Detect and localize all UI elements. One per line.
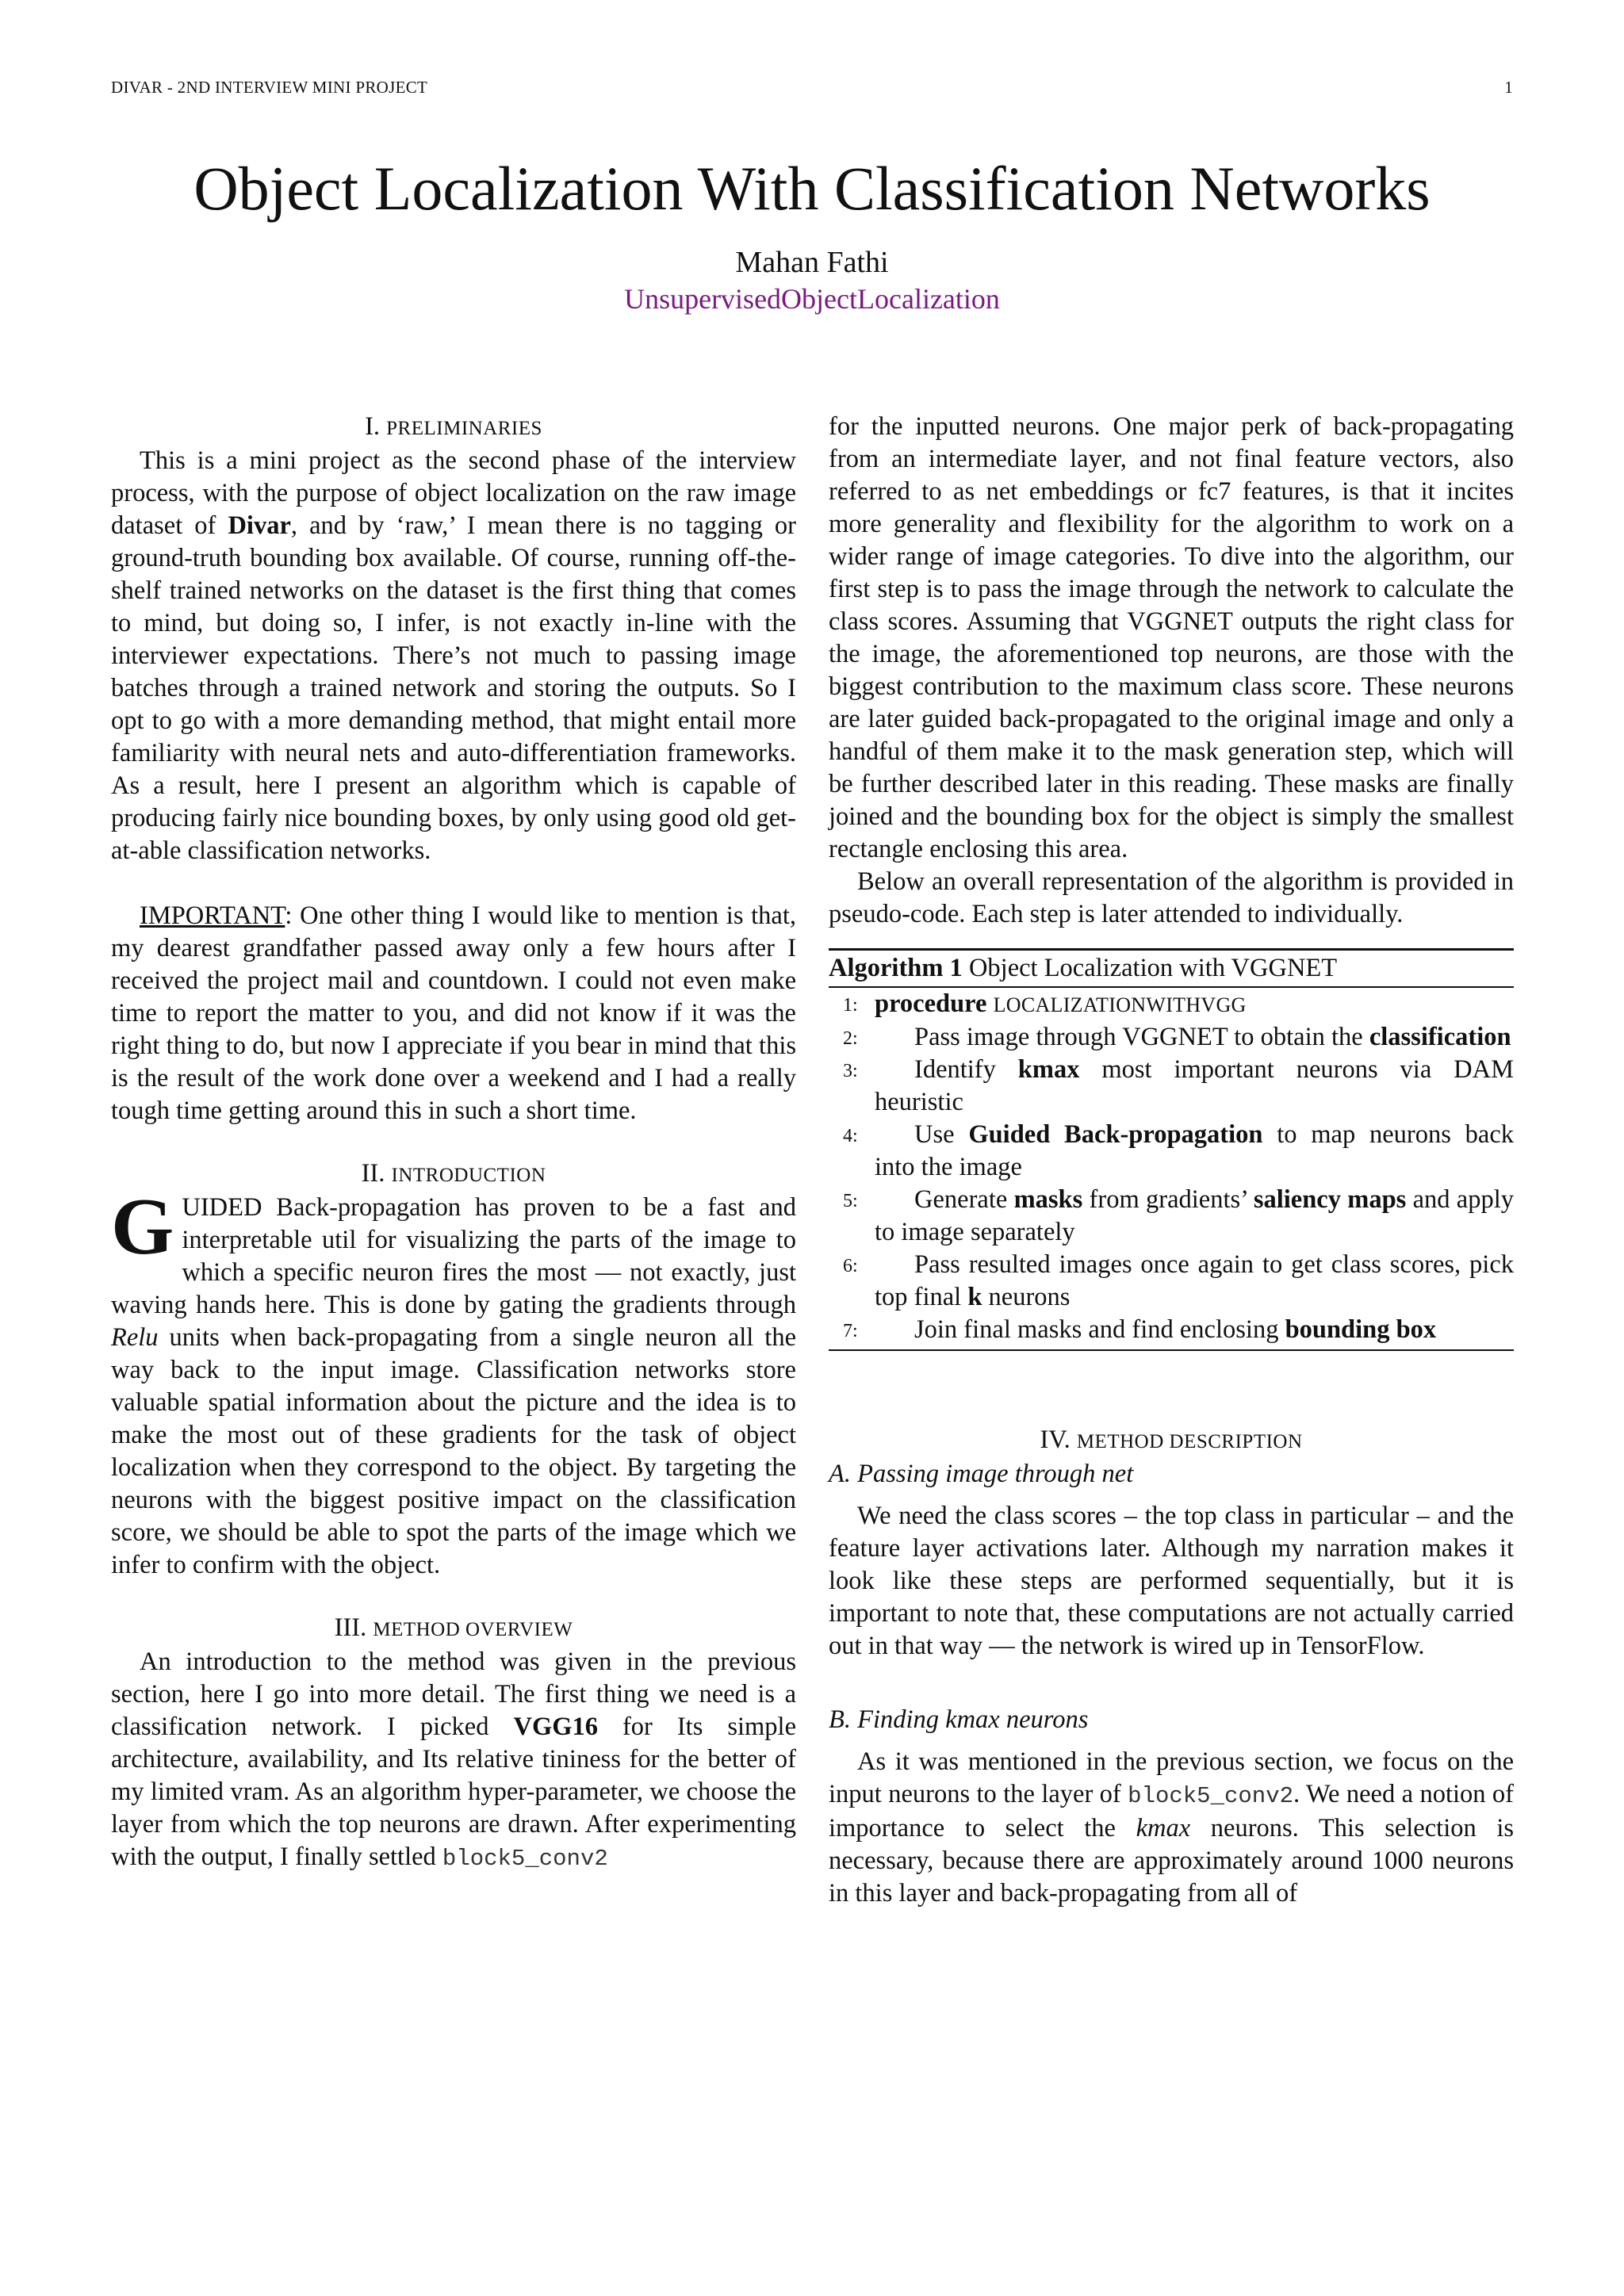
subsection-a-paragraph: We need the class scores – the top class in particular – and the feature layer activations later. Although my narration makes it look like these steps are performed sequentially, but it is important to note that, these computations are not actually carried out in that way — the network is wired up in TensorFlow. — [829, 1502, 1514, 1660]
drop-cap: G — [111, 1182, 174, 1272]
page-number: 1 — [1504, 78, 1513, 97]
running-head — [111, 78, 1513, 98]
subsection-heading-b: B. Finding kmax neurons — [829, 1705, 1089, 1734]
algorithm-line: 1: procedure LOCALIZATIONWITHVGG — [843, 989, 1247, 1018]
subsection-heading-a: A. Passing image through net — [829, 1460, 1134, 1488]
left-column — [111, 411, 796, 1875]
repository-link[interactable]: UnsupervisedObjectLocalization — [624, 283, 1000, 315]
algorithm-line: 3: Identify kmax most important neurons via DAM heuristic — [843, 1055, 1514, 1116]
section-heading-method-description: IV. METHOD DESCRIPTION — [1040, 1425, 1303, 1454]
algorithm-caption: Algorithm 1 Object Localization with VGGNET — [829, 951, 1514, 988]
algorithm-line: 4: Use Guided Back-propagation to map neurons back into the image — [843, 1120, 1514, 1181]
method-overview-paragraph-start: An introduction to the method was given in the previous section, here I go into more detail. The first thing we need is a classification network. I picked VGG16 for Its simple architecture, availability, and Its relative tininess for the better of my limited vram. As an algorithm hyper-parameter, we choose the layer from which the top neurons are drawn. After experimenting with the output, I finally settled block5_conv2 — [111, 1647, 796, 1872]
introduction-paragraph: GUIDED Back-propagation has proven to be a fast and interpretable util for visualizing the parts of the image to which a specific neuron fires the most — not exactly, just waving hands here. This is done by gating the gradients through Relu units when back-propagating from a single neuron all the way back to the input image. Classification networks store valuable spatial information about the picture and the idea is to make the most out of these gradients for the task of object localization when they correspond to the object. By targeting the neurons with the biggest positive impact on the classification score, we should be able to spot the parts of the image which we infer to confirm with the object. — [111, 1182, 796, 1579]
method-overview-paragraph-cont: for the inputted neurons. One major perk of back-propagating from an intermediate layer, and not final feature vectors, also referred to as net embeddings or fc7 features, is that it incites more generality and flexibility for the algorithm to work on a wider range of image categories. To dive into the algorithm, our first step is to pass the image through the network to calculate the class scores. Assuming that VGGNET outputs the right class for the image, the aforementioned top neurons, are those with the biggest contribution to the maximum class score. These neurons are later guided back-propagated to the original image and only a handful of them make it to the mask generation step, which will be further described later in this reading. These masks are finally joined and the bounding box for the object is simply the smallest rectangle enclosing this area. — [829, 412, 1514, 863]
paper-title: Object Localization With Classification Networks — [193, 154, 1431, 223]
section-heading-introduction: II. INTRODUCTION — [361, 1159, 546, 1188]
preliminaries-paragraph: This is a mini project as the second phase of the interview process, with the purpose of object localization on the raw image dataset of Divar, and by ‘raw,’ I mean there is no tagging or ground-truth bounding box available. Of course, running off-the-shelf trained networks on the dataset is the first thing that comes to mind, but doing so, I infer, is not exactly in-line with the interviewer expectations. There’s not much to passing image batches through a trained network and storing the outputs. So I opt to go with a more demanding method, that might entail more familiarity with neural nets and auto-differentiation frameworks. As a result, here I present an algorithm which is capable of producing fairly nice bounding boxes, by only using good old get-at-able classification networks. — [111, 446, 796, 865]
section-heading-method-overview: III. METHOD OVERVIEW — [334, 1613, 573, 1642]
algorithm-line: 2: Pass image through VGGNET to obtain the classification — [843, 1023, 1511, 1051]
author-name: Mahan Fathi — [735, 246, 889, 279]
section-heading-preliminaries: I. PRELIMINARIES — [365, 412, 542, 441]
algorithm-line: 5: Generate masks from gradients’ saliency maps and apply to image separately — [843, 1185, 1514, 1246]
algorithm-line: 6: Pass resulted images once again to get class scores, pick top final k neurons — [843, 1250, 1514, 1311]
subsection-b-paragraph: As it was mentioned in the previous section, we focus on the input neurons to the layer of block5_conv2. We need a notion of importance to select the kmax neurons. This selection is necessary, because there are approximately around 1000 neurons in this layer and back-propagating from all of — [829, 1747, 1515, 1908]
algorithm-line: 7: Join final masks and find enclosing bounding box — [843, 1315, 1437, 1344]
algorithm-box — [829, 948, 1514, 1351]
running-title: DIVAR - 2ND INTERVIEW MINI PROJECT — [111, 78, 428, 97]
method-overview-paragraph-2: Below an overall representation of the algorithm is provided in pseudo-code. Each step is later attended to individually. — [829, 867, 1514, 928]
important-paragraph: IMPORTANT: One other thing I would like to mention is that, my dearest grandfather passed away only a few hours after I received the project mail and countdown. I could not even make time to report the matter to you, and did not know if it was the right thing to do, but now I appreciate if you bear in mind that this is the result of the work done over a weekend and I had a really tough time getting around this in such a short time. — [111, 901, 796, 1125]
right-column — [829, 411, 1514, 1910]
